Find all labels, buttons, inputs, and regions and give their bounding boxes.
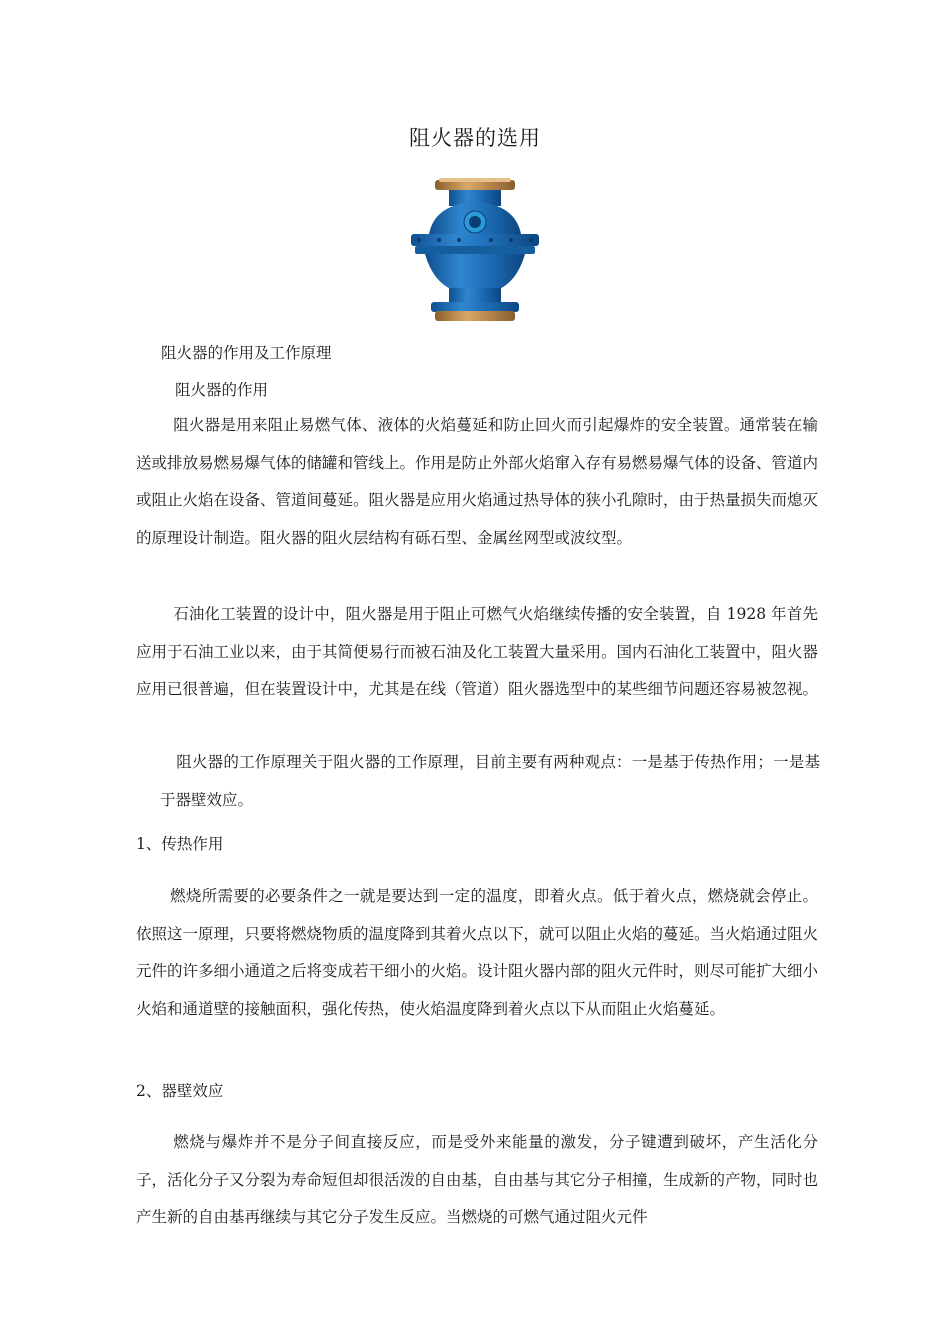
paragraph-heat-transfer: 燃烧所需要的必要条件之一就是要达到一定的温度，即着火点。低于着火点，燃烧就会停止。依照这一原理，只要将燃烧物质的温度降到其着火点以下，就可以阻止火焰的蔓延。当火焰通过阻火元件的许多细小通道之后将变成若干细小的火焰。设计阻火器内部的阻火元件时，则尽可能扩大细小火焰和通道壁的接触面积，强化传热，使火焰温度降到着火点以下从而阻止火焰蔓延。 bbox=[136, 887, 819, 1018]
paragraph-petrochemical: 石油化工装置的设计中，阻火器是用于阻止可燃气火焰继续传播的安全装置，自 1928 年首先应用于石油工业以来，由于其简便易行而被石油及化工装置大量采用。国内石油化工装置中，阻火器应用已很普遍，但在装置设计中，尤其是在线（管道）阻火器选型中的某些细节问题还容易被忽视。 bbox=[136, 605, 819, 698]
flame-arrester-image bbox=[405, 178, 545, 323]
section-heading: 阻火器的作用及工作原理 bbox=[161, 344, 332, 362]
paragraph-principle: 阻火器的工作原理关于阻火器的工作原理，目前主要有两种观点：一是基于传热作用；一是基于器壁效应。 bbox=[160, 753, 820, 809]
heading-wall-effect: 2、器壁效应 bbox=[136, 1082, 224, 1100]
subsection-heading: 阻火器的作用 bbox=[175, 381, 269, 399]
paragraph-wall-effect: 燃烧与爆炸并不是分子间直接反应，而是受外来能量的激发，分子键遭到破坏，产生活化分子，活化分子又分裂为寿命短但却很活泼的自由基，自由基与其它分子相撞，生成新的产物，同时也产生新的自由基再继续与其它分子发生反应。当燃烧的可燃气通过阻火元件 bbox=[136, 1133, 819, 1226]
paragraph-purpose: 阻火器是用来阻止易燃气体、液体的火焰蔓延和防止回火而引起爆炸的安全装置。通常装在输送或排放易燃易爆气体的储罐和管线上。作用是防止外部火焰窜入存有易燃易爆气体的设备、管道内或阻止火焰在设备、管道间蔓延。阻火器是应用火焰通过热导体的狭小孔隙时，由于热量损失而熄灭的原理设计制造。阻火器的阻火层结构有砾石型、金属丝网型或波纹型。 bbox=[136, 416, 819, 547]
heading-heat-transfer: 1、传热作用 bbox=[136, 835, 224, 853]
page-title: 阻火器的选用 bbox=[409, 126, 541, 150]
